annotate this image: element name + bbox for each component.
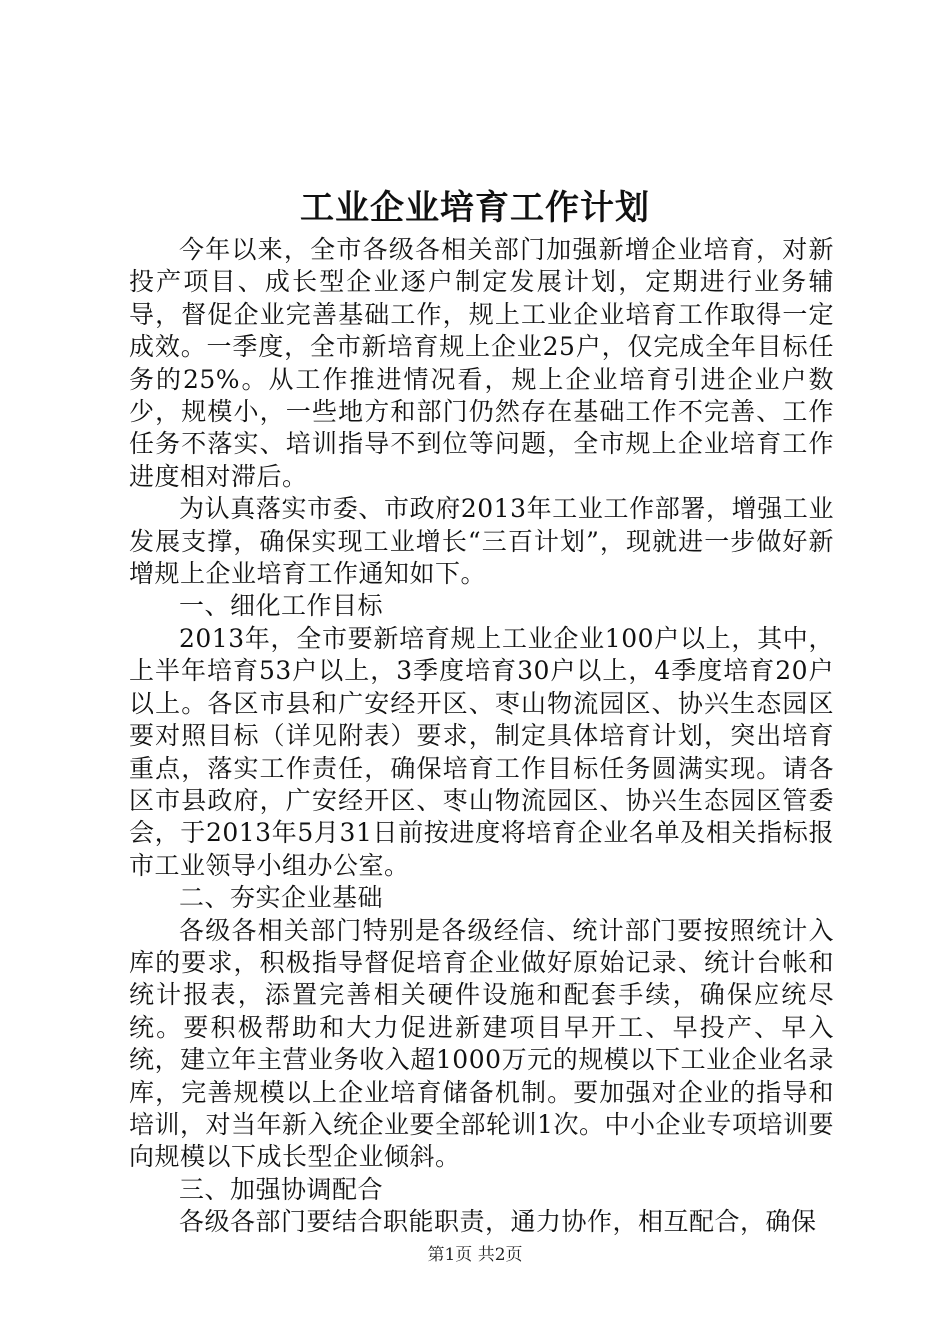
section-text-1: 2013年，全市要新培育规上工业企业100户以上，其中，上半年培育53户以上，3季度培育30户以上，4季度培育20户以上。各区市县和广安经开区、枣山物流园区、协兴生态园区要对照目标（详见附表）要求，制定具体培育计划，突出培育重点，落实工作责任，确保培育工作目标任务圆满实现。请各区市县政府，广安经开区、枣山物流园区、协兴生态园区管委会，于2013年5月31日前按进度将培育企业名单及相关指标报市工业领导小组办公室。 [129,623,834,880]
section-heading-2: 二、夯实企业基础 [179,883,384,913]
section-text-3: 各级各部门要结合职能职责，通力协作，相互配合，确保 [179,1207,817,1237]
section-heading-1: 一、细化工作目标 [179,591,384,621]
paragraph-intro: 今年以来，全市各级各相关部门加强新增企业培育，对新投产项目、成长型企业逐户制定发展计划，定期进行业务辅导，督促企业完善基础工作，规上工业企业培育工作取得一定成效。一季度，全市新培育规上企业25户，仅完成全年目标任务的25%。从工作推进情况看，规上企业培育引进企业户数少，规模小，一些地方和部门仍然存在基础工作不完善、工作任务不落实、培训指导不到位等问题，全市规上企业培育工作进度相对滞后。 [129,235,834,491]
section-heading-3: 三、加强协调配合 [179,1174,384,1204]
document-title: 工业企业培育工作计划 [300,188,650,228]
document-body [129,234,834,1239]
paragraph-notice: 为认真落实市委、市政府2013年工业工作部署，增强工业发展支撑，确保实现工业增长“三百计划”，现就进一步做好新增规上企业培育工作通知如下。 [129,494,834,589]
page-footer: 第1页 共2页 [427,1245,523,1265]
section-text-2: 各级各相关部门特别是各级经信、统计部门要按照统计入库的要求，积极指导督促培育企业做好原始记录、统计台帐和统计报表，添置完善相关硬件设施和配套手续，确保应统尽统。要积极帮助和大力促进新建项目早开工、早投产、早入统，建立年主营业务收入超1000万元的规模以下工业企业名录库，完善规模以上企业培育储备机制。要加强对企业的指导和培训，对当年新入统企业要全部轮训1次。中小企业专项培训要向规模以下成长型企业倾斜。 [129,915,834,1172]
